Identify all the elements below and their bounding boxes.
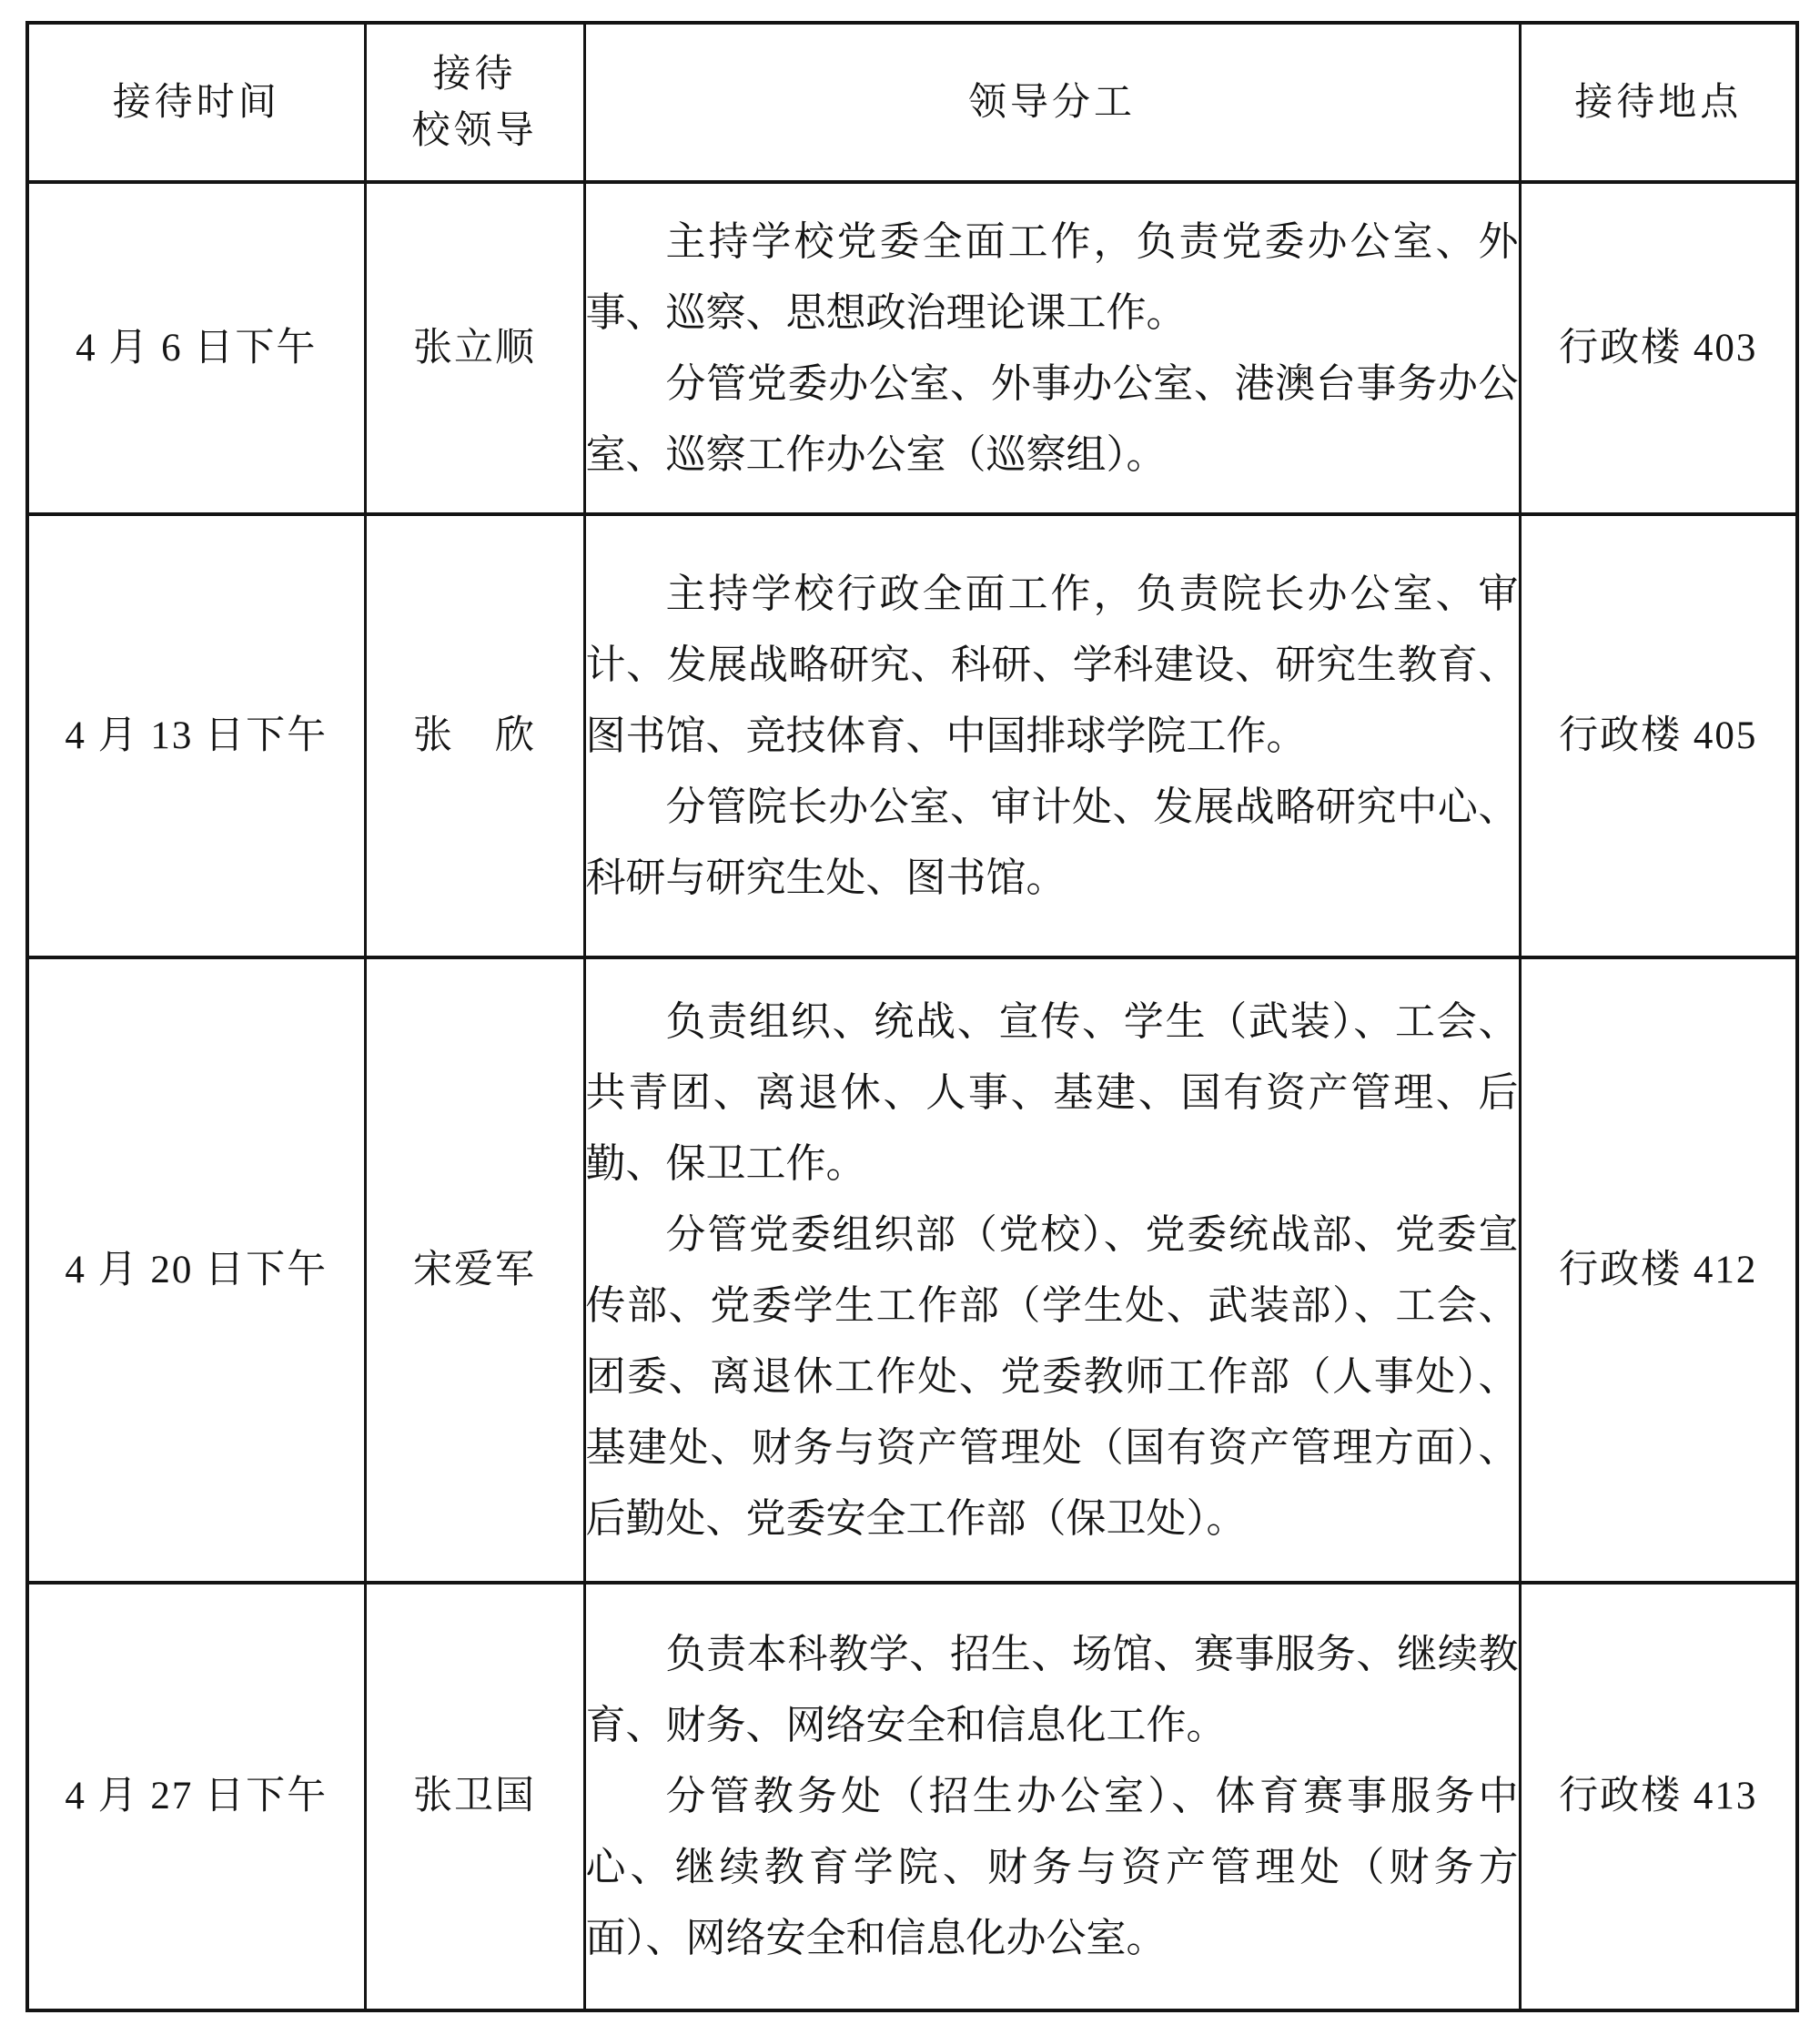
duty-paragraph: 主持学校党委全面工作，负责党委办公室、外事、巡察、思想政治理论课工作。 — [585, 218, 1519, 335]
reception-location: 行政楼 403 — [1520, 182, 1797, 514]
header-reception-leader-line2: 校领导 — [411, 109, 538, 152]
table-row — [27, 514, 1797, 957]
reception-schedule-table — [25, 21, 1799, 2012]
reception-location: 行政楼 413 — [1520, 1583, 1797, 2010]
duty-paragraph: 分管院长办公室、审计处、发展战略研究中心、科研与研究生处、图书馆。 — [585, 784, 1519, 900]
reception-time: 4 月 20 日下午 — [27, 957, 365, 1583]
header-reception-location: 接待地点 — [1520, 23, 1797, 182]
duty-paragraph: 负责本科教学、招生、场馆、赛事服务、继续教育、财务、网络安全和信息化工作。 — [585, 1632, 1519, 1747]
leader-name: 张卫国 — [365, 1583, 584, 2010]
table-row — [27, 1583, 1797, 2010]
header-reception-time: 接待时间 — [27, 23, 365, 182]
duty-paragraph: 负责组织、统战、宣传、学生（武装）、工会、共青团、离退休、人事、基建、国有资产管理、后勤、保卫工作。 — [585, 998, 1519, 1186]
table-row — [27, 182, 1797, 514]
leader-name: 张立顺 — [365, 182, 584, 514]
reception-time: 4 月 13 日下午 — [27, 514, 365, 957]
duty-paragraph: 主持学校行政全面工作，负责院长办公室、审计、发展战略研究、科研、学科建设、研究生教育、图书馆、竞技体育、中国排球学院工作。 — [585, 571, 1519, 758]
leader-name: 宋爱军 — [365, 957, 584, 1583]
leader-name: 张 欣 — [365, 514, 584, 957]
duties-text — [584, 1583, 1520, 2010]
duty-paragraph: 分管党委办公室、外事办公室、港澳台事务办公室、巡察工作办公室（巡察组）。 — [585, 360, 1519, 477]
table-row — [27, 957, 1797, 1583]
header-reception-leader-line1: 接待 — [432, 53, 517, 96]
duties-text — [584, 182, 1520, 514]
header-reception-leader — [365, 23, 584, 182]
duties-text — [584, 957, 1520, 1583]
reception-location: 行政楼 412 — [1520, 957, 1797, 1583]
reception-time: 4 月 27 日下午 — [27, 1583, 365, 2010]
duties-text — [584, 514, 1520, 957]
header-leader-duties: 领导分工 — [584, 23, 1520, 182]
table-header-row — [27, 23, 1797, 182]
duty-paragraph: 分管教务处（招生办公室）、体育赛事服务中心、继续教育学院、财务与资产管理处（财务方面）、网络安全和信息化办公室。 — [585, 1774, 1519, 1960]
duty-paragraph: 分管党委组织部（党校）、党委统战部、党委宣传部、党委学生工作部（学生处、武装部）、工会、团委、离退休工作处、党委教师工作部（人事处）、基建处、财务与资产管理处（国有资产管理方面）、后勤处、党委安全工作部（保卫处）。 — [585, 1211, 1519, 1541]
reception-location: 行政楼 405 — [1520, 514, 1797, 957]
reception-time: 4 月 6 日下午 — [27, 182, 365, 514]
